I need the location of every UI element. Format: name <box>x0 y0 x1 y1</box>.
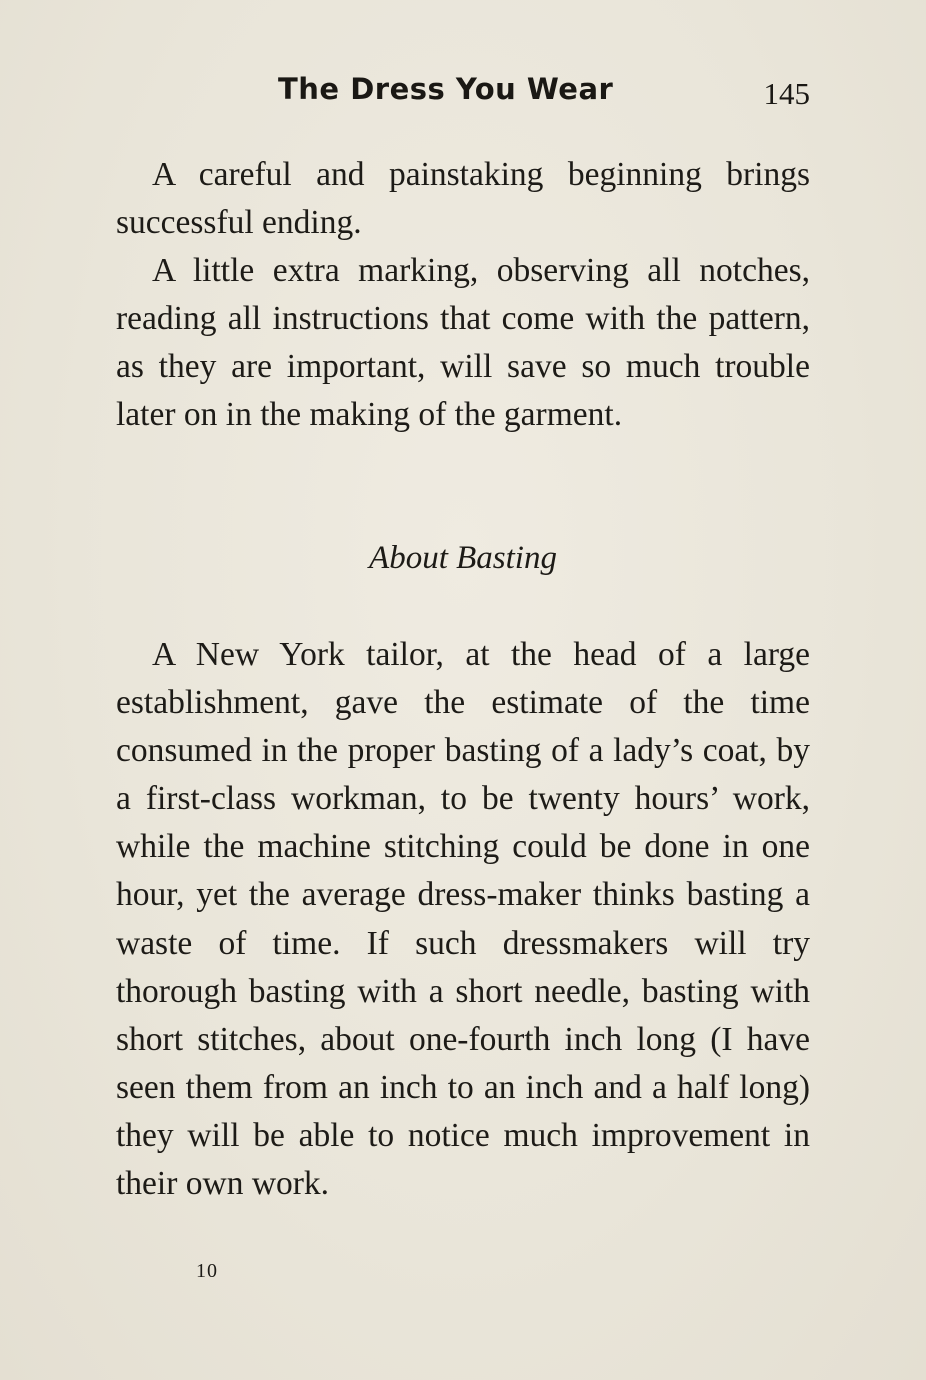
page-number: 145 <box>763 76 810 111</box>
running-head <box>116 70 810 114</box>
section-heading: About Basting <box>369 540 557 576</box>
paragraph: A careful and painstaking beginning brings successful ending. <box>116 156 810 242</box>
body-text-after-heading <box>116 631 810 1208</box>
body-text-before-heading <box>116 151 810 440</box>
running-title: The Dress You Wear <box>278 72 614 106</box>
signature-mark: 10 <box>196 1260 218 1282</box>
paragraph: A New York tailor, at the head of a large establishment, gave the estimate of the time consumed in the proper basting of a lady’s coat, by a first-class workman, to be twenty hours’ work, while the machine stitching could be done in one hour, yet the average dress-maker thinks basting a waste of time. If such dressmakers will try thorough basting with a short needle, basting with short stitches, about one-fourth inch long (I have seen them from an inch to an inch and a half long) they will be able to notice much improvement in their own work. <box>116 636 810 1203</box>
paragraph: A little extra marking, observing all notches, reading all instructions that come with the pattern, as they are important, will save so much trouble later on in the making of the garment. <box>116 252 810 434</box>
